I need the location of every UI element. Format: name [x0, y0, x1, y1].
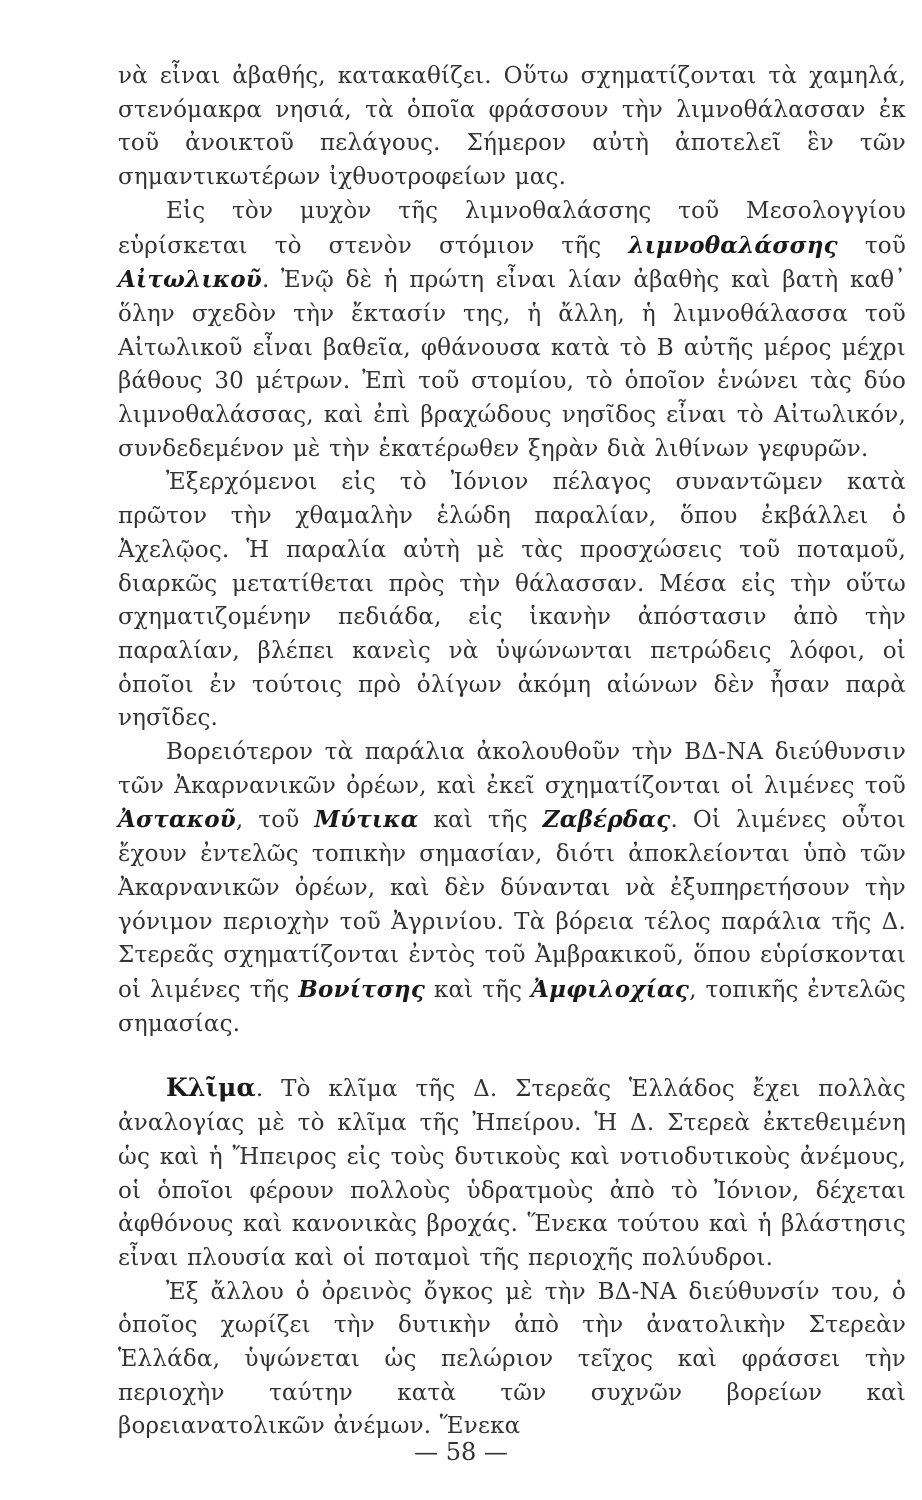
emphasized-place-name: Ἀστακοῦ — [118, 806, 236, 834]
text-run: , τοπικῆς ἐντελῶς σημασίας. — [118, 976, 907, 1037]
paragraph-1 — [118, 60, 906, 195]
paragraph-4 — [118, 736, 906, 1041]
paragraph-6 — [118, 1276, 906, 1445]
paragraph-3 — [118, 466, 906, 736]
text-run: τοῦ — [837, 232, 907, 259]
emphasized-place-name: Βονίτσης — [298, 975, 426, 1003]
paragraph-2 — [118, 195, 906, 467]
text-run: . Ἐνῷ δὲ ἡ πρώτη εἶναι λίαν ἀβαθὴς καὶ βατὴ καθ᾽ ὅλην σχεδὸν τὴν ἔκτασίν της, ἡ ἄλλη, ἡ λιμνοθάλασσα τοῦ Αἰτωλικοῦ εἶναι βαθεῖα, φθάνουσα κατὰ τὸ Β αὐτῆς μέρος μέχρι βάθους 30 μέτρων. Ἐπὶ τοῦ στομίου, τὸ ὁποῖον ἑνώνει τὰς δύο λιμνοθαλάσσας, καὶ ἐπὶ βραχώδους νησῖδος εἶναι τὸ Αἰτωλικόν, συνδεδεμένον μὲ τὴν ἑκατέρωθεν ξηρὰν διὰ λιθίνων γεφυρῶν. — [118, 267, 906, 462]
text-run: . Οἱ λιμένες οὗτοι ἔχουν ἐντελῶς τοπικὴν σημασίαν, διότι ἀποκλείονται ὑπὸ τῶν Ἀκαρνανικῶν ὀρέων, καὶ δὲν δύνανται νὰ ἐξυπηρετήσουν τὴν γόνιμον περιοχὴν τοῦ Ἀγρινίου. Τὰ βόρεια τέλος παράλια τῆς Δ. Στερεᾶς σχηματίζονται ἐντὸς τοῦ Ἀμβρακικοῦ, ὅπου εὑρίσκονται οἱ λιμένες τῆς — [118, 807, 907, 1003]
emphasized-place-name: Μύτικα — [314, 806, 419, 834]
text-run: νὰ εἶναι ἀβαθής, κατακαθίζει. Οὕτω σχηματίζονται τὰ χαμηλά, στενόμακρα νησιά, τὰ ὁποῖα φράσσουν τὴν λιμνοθάλασσαν ἐκ τοῦ ἀνοικτοῦ πελάγους. Σήμερον αὐτὴ ἀποτελεῖ ἓν τῶν σημαντικωτέρων ἰχθυοτροφείων μας. — [118, 63, 906, 191]
text-run: . Τὸ κλῖμα τῆς Δ. Στερεᾶς Ἑλλάδος ἔχει πολλὰς ἀναλογίας μὲ τὸ κλῖμα τῆς Ἠπείρου. Ἡ Δ. Στερεὰ ἐκτεθειμένη ὡς καὶ ἡ Ἤπειρος εἰς τοὺς δυτικοὺς καὶ νοτιοδυτικοὺς ἀνέμους, οἱ ὁποῖοι φέρουν πολλοὺς ὑδρατμοὺς ἀπὸ τὸ Ἰόνιον, δέχεται ἀφθόνους καὶ κανονικὰς βροχάς. Ἕνεκα τούτου καὶ ἡ βλάστησις εἶναι πλουσία καὶ οἱ ποταμοὶ τῆς περιοχῆς πολύυδροι. — [118, 1076, 906, 1271]
paragraph-5-climate — [118, 1071, 906, 1275]
page-text-block — [118, 60, 906, 1444]
emphasized-place-name: Ἀμφιλοχίας — [531, 975, 690, 1003]
page-number: — 58 — — [414, 1438, 508, 1466]
emphasized-place-name: λιμνοθαλάσσης — [628, 231, 838, 259]
text-run: καὶ τῆς — [425, 976, 532, 1003]
emphasized-place-name: Αἰτωλικοῦ — [118, 266, 262, 294]
text-run: Βορειότερον τὰ παράλια ἀκολουθοῦν τὴν ΒΔ-ΝΑ διεύθυνσιν τῶν Ἀκαρνανικῶν ὀρέων, καὶ ἐκεῖ σχηματίζονται οἱ λιμένες τοῦ — [118, 739, 906, 799]
text-run: Ἐξ ἄλλου ὁ ὀρεινὸς ὄγκος μὲ τὴν ΒΔ-ΝΑ διεύθυνσίν του, ὁ ὁποῖος χωρίζει τὴν δυτικὴν ἀπὸ τὴν ἀνατολικὴν Στερεὰν Ἑλλάδα, ὑψώνεται ὡς πελώριον τεῖχος καὶ φράσσει τὴν περιοχὴν ταύτην κατὰ τῶν συχνῶν βορείων καὶ βορειανατολικῶν ἀνέμων. Ἕνεκα — [118, 1278, 906, 1440]
emphasized-place-name: Ζαβέρδας — [542, 806, 671, 834]
text-run: Εἰς τὸν μυχὸν τῆς λιμνοθαλάσσης τοῦ Μεσολογγίου εὑρίσκεται τὸ στενὸν στόμιον τῆς — [118, 197, 906, 259]
text-run: Ἐξερχόμενοι εἰς τὸ Ἰόνιον πέλαγος συναντῶμεν κατὰ πρῶτον τὴν χθαμαλὴν ἑλώδη παραλίαν, ὅπου ἐκβάλλει ὁ Ἀχελῷος. Ἡ παραλία αὐτὴ μὲ τὰς προσχώσεις τοῦ ποταμοῦ, διαρκῶς μετατίθεται πρὸς τὴν θάλασσαν. Μέσα εἰς τὴν οὕτω σχηματιζομένην πεδιάδα, εἰς ἱκανὴν ἀπόστασιν ἀπὸ τὴν παραλίαν, βλέπει κανεὶς νὰ ὑψώνωνται πετρώδεις λόφοι, οἱ ὁποῖοι ἐν τούτοις πρὸ ὀλίγων ἀκόμη αἰώνων δὲν ἦσαν παρὰ νησῖδες. — [118, 469, 906, 732]
text-run: , τοῦ — [235, 807, 315, 834]
text-run: καὶ τῆς — [418, 807, 543, 834]
section-heading: Κλῖμα — [166, 1073, 256, 1103]
